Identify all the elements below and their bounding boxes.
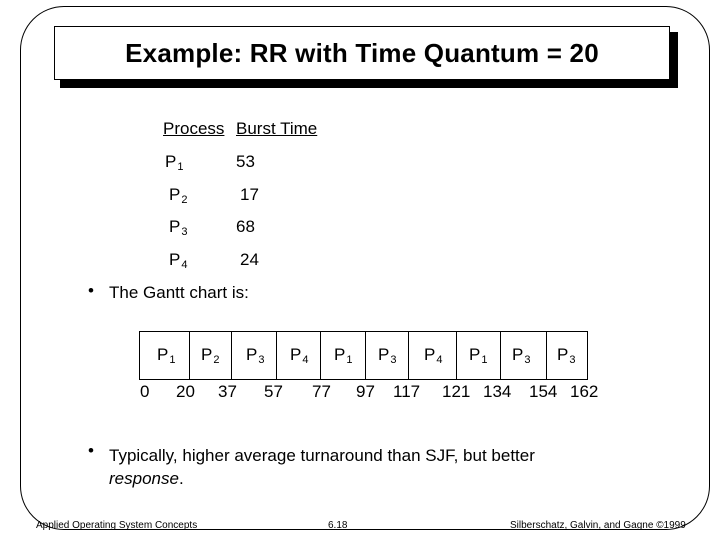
gantt-divider [365,332,366,379]
gantt-time-label: 20 [176,382,195,401]
gantt-segment: $P_4$ [424,345,443,366]
footer-left: Applied Operating System Concepts [36,520,198,531]
gantt-segment: $P_1$ [157,345,176,366]
gantt-divider [276,332,277,379]
conclusion-text: Typically, higher average turnaround than SJF, but better response. [109,446,535,488]
gantt-time-label: 154 [529,382,558,401]
gantt-segment: $P_1$ [469,345,488,366]
gantt-segment: $P_3$ [246,345,265,366]
bullet-icon: • [88,441,94,460]
gantt-time-label: 117 [393,382,421,401]
gantt-time-label: 37 [218,382,237,401]
gantt-time-label: 0 [140,382,150,401]
gantt-time-label: 77 [312,382,331,401]
gantt-chart [139,331,588,380]
table-row-burst: 24 [240,250,259,269]
table-row-process: $P_2$ [169,185,188,206]
gantt-divider [546,332,547,379]
bullet-icon: • [88,281,94,300]
gantt-segment: $P_1$ [334,345,353,366]
table-row-burst: 17 [240,185,259,204]
slide-title: Example: RR with Time Quantum = 20 [54,26,670,80]
gantt-time-label: 121 [442,382,471,401]
gantt-divider [189,332,190,379]
gantt-segment: $P_4$ [290,345,309,366]
gantt-time-label: 97 [356,382,375,401]
gantt-divider [500,332,501,379]
gantt-segment: $P_2$ [201,345,220,366]
gantt-segment: $P_3$ [557,345,576,366]
footer-page-number: 6.18 [328,520,348,531]
table-header-process: Process [163,119,225,138]
table-row-process: $P_3$ [169,217,188,238]
gantt-divider [456,332,457,379]
gantt-time-label: 162 [570,382,599,401]
table-row-burst: 68 [236,217,255,236]
gantt-divider [408,332,409,379]
gantt-segment: $P_3$ [512,345,531,366]
gantt-time-label: 57 [264,382,283,401]
gantt-divider [320,332,321,379]
footer-right: Silberschatz, Galvin, and Gagne ©1999 [510,520,686,531]
gantt-intro-text: The Gantt chart is: [109,283,249,302]
table-row-burst: 53 [236,152,255,171]
table-row-process: $P_4$ [169,250,188,271]
table-header-burst-time: Burst Time [236,119,318,138]
gantt-time-label: 134 [483,382,512,401]
table-row-process: $P_1$ [165,152,184,173]
gantt-divider [231,332,232,379]
gantt-segment: $P_3$ [378,345,397,366]
